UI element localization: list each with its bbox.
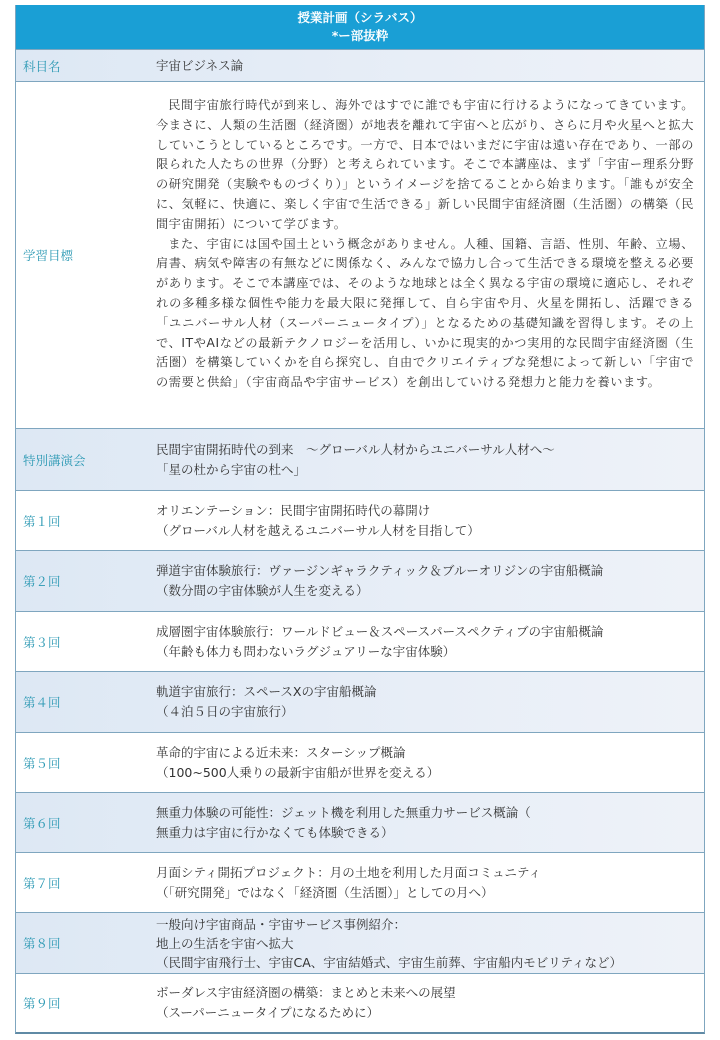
- session-title: オリエンテーション：民間宇宙開拓時代の幕開け: [156, 502, 431, 518]
- session-label: 第１回: [23, 513, 61, 529]
- session-content: [156, 672, 704, 732]
- row-value: [156, 50, 704, 81]
- row-session-8: [16, 912, 704, 973]
- session-content: [156, 793, 704, 852]
- row-session-7: [16, 852, 704, 912]
- session-subtitle: （100~500人乗りの最新宇宙船が世界を変える）: [156, 764, 440, 780]
- row-label: 学習目標: [23, 248, 74, 263]
- session-subtitle: （グローバル人材を越えるユニバーサル人材を目指して）: [156, 522, 480, 538]
- row-label: 特別講演会: [23, 452, 86, 468]
- session-title: ボーダレス宇宙経済圏の構築：まとめと未来への展望: [156, 985, 456, 1000]
- session-label: 第２回: [23, 574, 61, 589]
- session-content: [156, 491, 704, 550]
- goals-text: [156, 82, 704, 428]
- session-title: 軌道宇宙旅行：スペースXの宇宙船概論: [156, 684, 377, 699]
- table-subtitle: *ー部抜粋: [331, 28, 389, 43]
- row-session-3: [16, 611, 704, 671]
- session-content: [156, 612, 704, 671]
- session-title-cont: 地上の生活を宇宙へ拡大: [156, 935, 294, 951]
- session-label: 第６回: [23, 815, 61, 831]
- session-title: 革命的宇宙による近未来：スターシップ概論: [156, 744, 406, 760]
- session-content: [156, 853, 704, 912]
- row-label: 科目名: [23, 58, 61, 74]
- session-label: 第４回: [23, 695, 61, 710]
- session-title: 月面シティ開拓プロジェクト：月の土地を利用した月面コミュニティ: [156, 864, 542, 880]
- session-content: [156, 913, 704, 973]
- row-session-4: [16, 671, 704, 732]
- row-session-5: [16, 732, 704, 792]
- goals-paragraph: 民間宇宙旅行時代が到来し、海外ではすでに誰でも宇宙に行けるようになってきています。今まさに、人類の生活圏（経済圏）が地表を離れて宇宙へと広がり、さらに月や火星へと拡大していこうとしているところです。一方で、日本ではいまだに宇宙は遠い存在であり、一部の限られた人たちの世界（分野）と考えられています。そこで本講座は、まず「宇宙ー理系分野の研究開発（実験やものづくり）」というイメージを捨てることから始まります。「誰もが安全に、気軽に、快適に、楽しく宇宙で生活できる」新しい民間宇宙経済圏（生活圏）の構築（民間宇宙開拓）について学びます。: [156, 98, 694, 231]
- session-subtitle: 無重力は宇宙に行かなくても体験できる）: [156, 824, 394, 840]
- subject-name: 宇宙ビジネス論: [156, 57, 244, 73]
- session-title: 無重力体験の可能性：ジェット機を利用した無重力サービス概論（: [156, 804, 531, 820]
- row-value: [156, 429, 704, 490]
- lecture-line: 民間宇宙開拓時代の到来 ～グローバル人材からユニバーサル人材へ～: [156, 441, 555, 457]
- table-title: 授業計画（シラバス）: [297, 10, 423, 25]
- session-subtitle: （スーパーニュータイプになるために）: [156, 1005, 380, 1020]
- session-subtitle: （民間宇宙飛行士、宇宙CA、宇宙結婚式、宇宙生前葬、宇宙船内モビリティなど）: [156, 954, 623, 970]
- session-subtitle: （４泊５日の宇宙旅行）: [156, 704, 294, 719]
- row-special-lecture: [16, 428, 704, 490]
- syllabus-table: [15, 5, 705, 1034]
- goals-paragraph: また、宇宙には国や国土という概念がありません。人種、国籍、言語、性別、年齢、立場、肩書、病気や障害の有無などに関係なく、みんなで協力し合って生活できる環境を整える必要があります。そこで本講座では、そのような地球とは全く異なる宇宙の環境に適応し、それぞれの多種多様な個性や能力を最大限に発揮して、自ら宇宙や月、火星を開拓し、活躍できる「ユニバーサル人材（スーパーニュータイプ）」となるための基礎知識を習得します。その上で、ITやAIなどの最新テクノロジーを活用し、いかに現実的かつ実用的な民間宇宙経済圏（生活圏）を構築していくかを自ら探究し、自由でクリエイティブな発想によって新しい「宇宙での需要と供給」（宇宙商品や宇宙サービス）を創出していける発想力と能力を養います。: [156, 236, 694, 390]
- session-content: [156, 551, 704, 611]
- session-content: [156, 974, 704, 1032]
- session-subtitle: （「研究開発」ではなく「経済圏（生活圏）」としての月へ）: [156, 884, 494, 900]
- row-session-9: [16, 973, 704, 1032]
- row-session-6: [16, 792, 704, 852]
- session-title: 一般向け宇宙商品・宇宙サービス事例紹介：: [156, 916, 407, 932]
- session-label: 第８回: [23, 936, 61, 951]
- session-content: [156, 733, 704, 792]
- session-label: 第３回: [23, 634, 61, 650]
- session-subtitle: （数分間の宇宙体験が人生を変える）: [156, 583, 369, 598]
- row-subject: [16, 49, 704, 81]
- session-title: 成層圏宇宙体験旅行：ワールドビュー＆スペースパースペクティブの宇宙船概論: [156, 623, 604, 639]
- session-label: 第７回: [23, 875, 61, 891]
- row-session-1: [16, 490, 704, 550]
- session-title: 弾道宇宙体験旅行：ヴァージンギャラクティック＆ブルーオリジンの宇宙船概論: [156, 563, 604, 578]
- lecture-line: 「星の杜から宇宙の杜へ」: [156, 461, 307, 477]
- session-label: 第９回: [23, 996, 61, 1011]
- row-session-2: [16, 550, 704, 611]
- row-goals: [16, 81, 704, 428]
- session-label: 第５回: [23, 755, 61, 771]
- table-header: [16, 5, 704, 49]
- session-subtitle: （年齢も体力も問わないラグジュアリーな宇宙体験）: [156, 643, 456, 659]
